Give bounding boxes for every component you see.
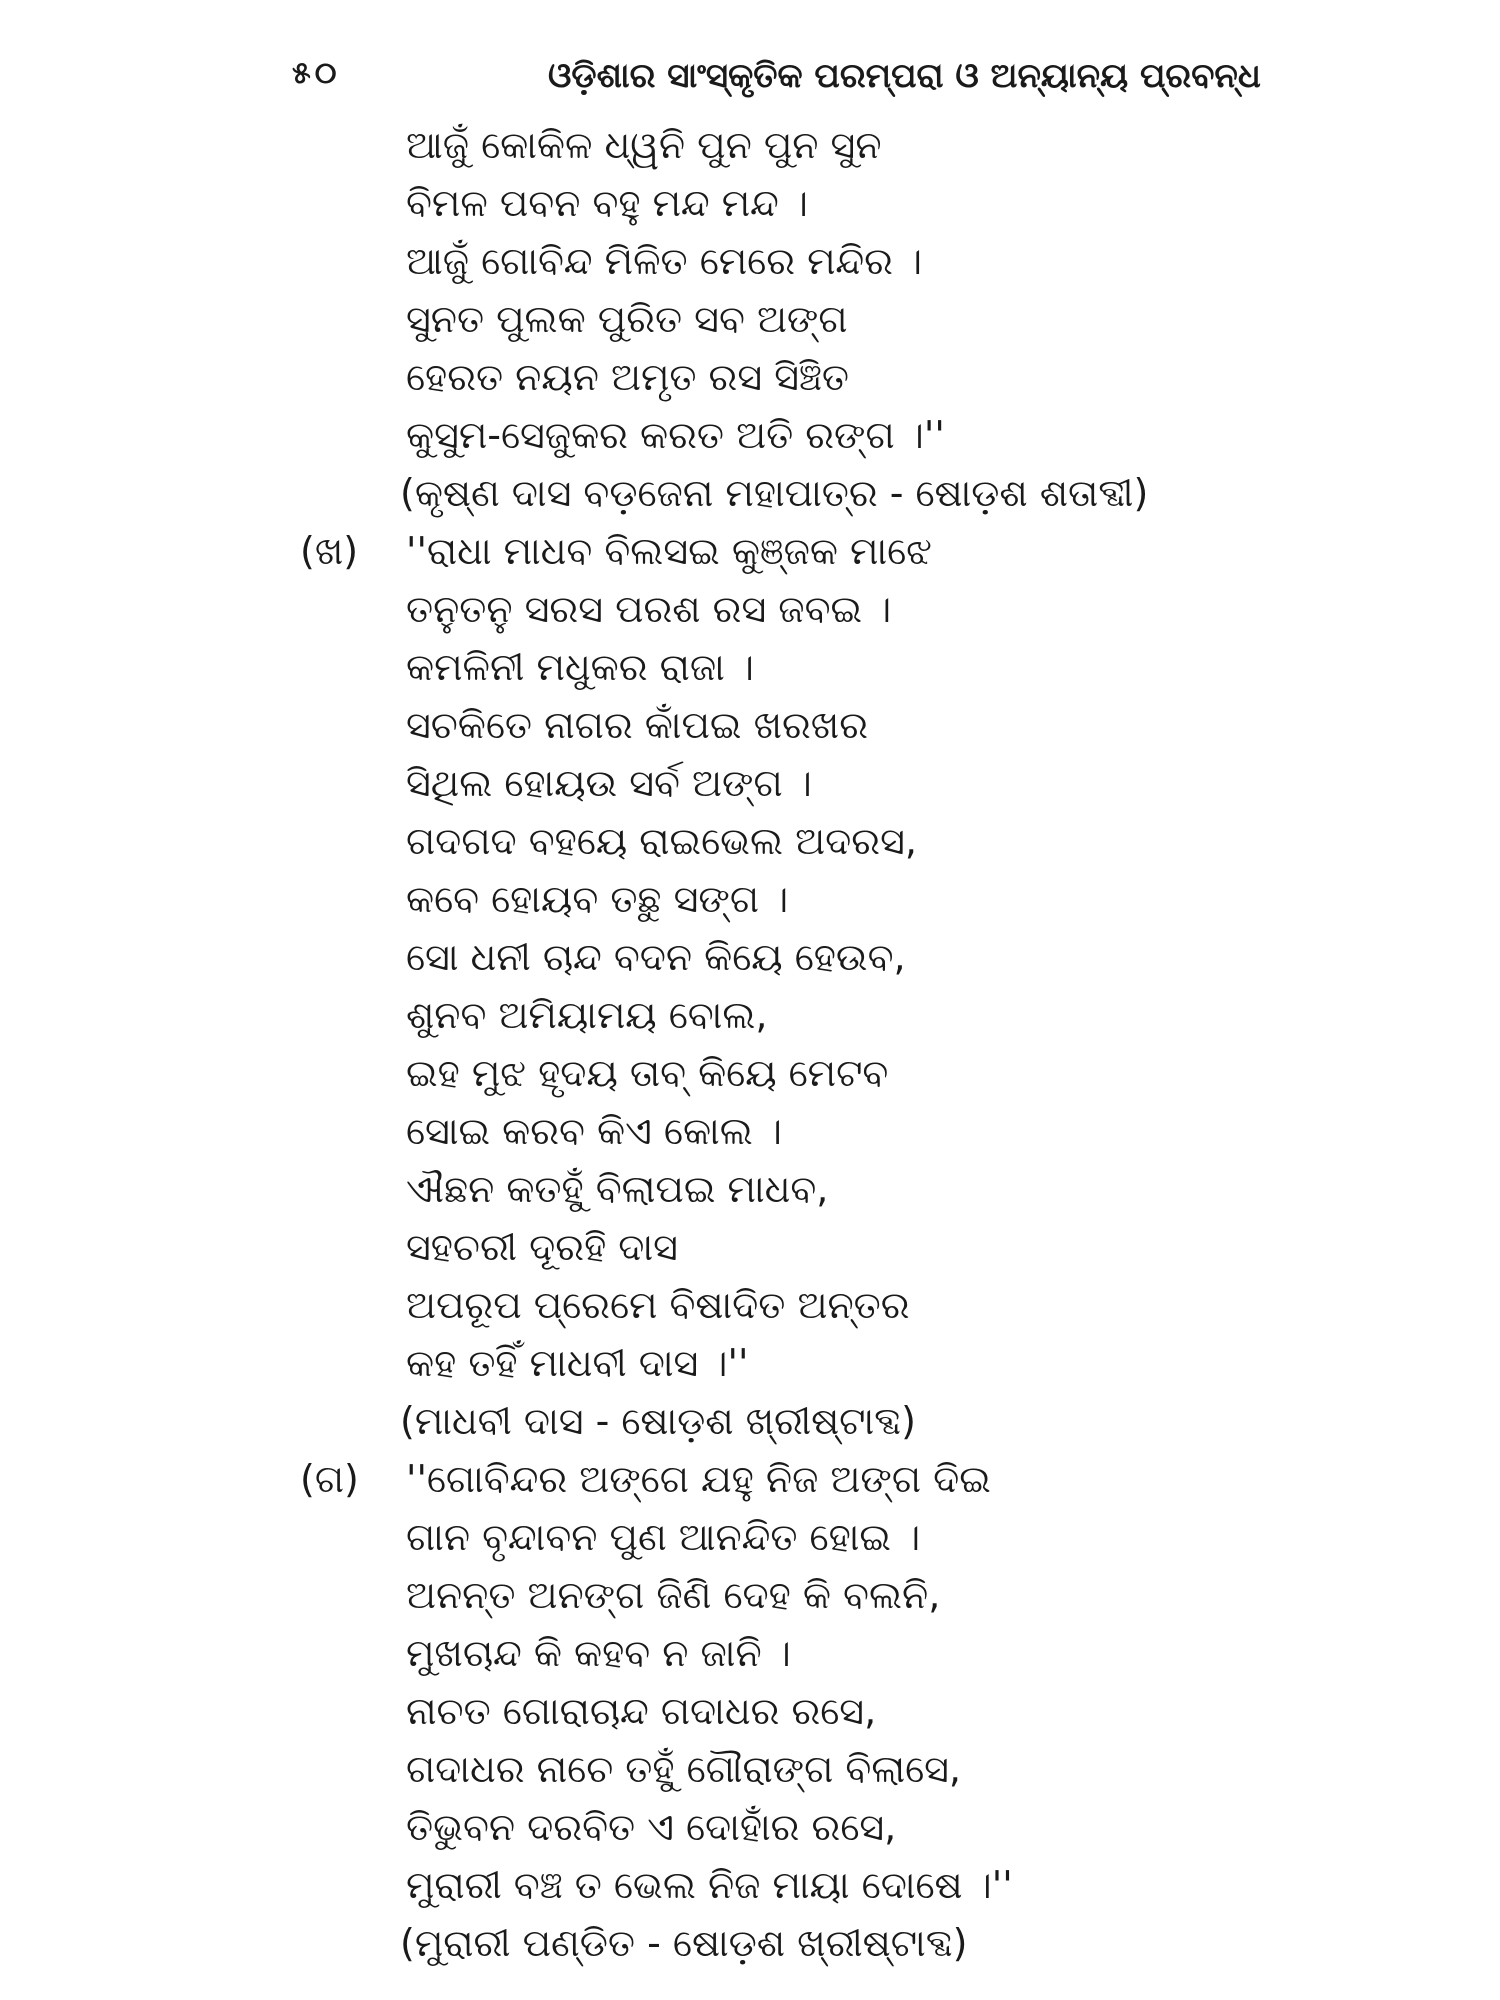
section-marker-kha: (ଖ) — [300, 529, 359, 573]
poem-line: କମଳିନୀ ମଧୁକର ରାଜା । — [406, 645, 754, 689]
poem-line: କହ ତହିଁ ମାଧବୀ ଦାସ ।'' — [406, 1341, 749, 1385]
attribution-line: (କୃଷ୍ଣ ଦାସ ବଡ଼ଜେନା ମହାପାତ୍ର - ଷୋଡ଼ଶ ଶତାବ୍ଦୀ) — [400, 471, 1149, 515]
poem-line: ସୁନତ ପୁଲକ ପୁରିତ ସବ ଅଙ୍ଗ — [406, 297, 848, 341]
poem-line: ତନୁତନୁ ସରସ ପରଶ ରସ ଜବଇ । — [406, 587, 892, 631]
poem-line: ବିମଳ ପବନ ବହୁ ମନ୍ଦ ମନ୍ଦ । — [406, 181, 809, 225]
poem-line: ଅପରୂପ ପ୍ରେମେ ବିଷାଦିତ ଅନ୍ତର — [406, 1283, 910, 1327]
attribution-line: (ମାଧବୀ ଦାସ - ଷୋଡ଼ଶ ଖ୍ରୀଷ୍ଟାବ୍ଦ) — [400, 1399, 916, 1443]
running-title: ଓଡ଼ିଶାର ସାଂସ୍କୃତିକ ପରମ୍ପରା ଓ ଅନ୍ୟାନ୍ୟ ପ୍ରବନ୍ଧ — [548, 56, 1261, 96]
poem-line: ଇହ ମୁଝ ହୃଦୟ ତାବ୍ କିୟେ ମେଟବ — [406, 1051, 889, 1095]
page-number: ୫୦ — [292, 56, 341, 91]
poem-line: ହେରତ ନୟନ ଅମୃତ ରସ ସିଞ୍ଚିତ — [406, 355, 849, 399]
poem-line: ମୁରାରୀ ବଞ୍ଚ ତ ଭେଲ ନିଜ ମାୟା ଦୋଷେ ।'' — [406, 1863, 1013, 1907]
poem-line: ସହଚରୀ ଦୂରହି ଦାସ — [406, 1225, 678, 1269]
poem-line: ଗାନ ବୃନ୍ଦାବନ ପୁଣ ଆନନ୍ଦିତ ହୋଇ । — [406, 1515, 921, 1559]
poem-line: ସଚକିତେ ନାଗର କାଁପଇ ଖରଖର — [406, 703, 869, 747]
poem-line-text: ''ରାଧା ମାଧବ ବିଲସଇ କୁଞ୍ଜକ ମାଝେ — [406, 529, 932, 573]
poem-line: ଗଦଗଦ ବହୟେ ରାଇଭେଲ ଅଦରସ, — [406, 819, 917, 863]
poem-line: ସିଥିଲ ହୋୟଉ ସର୍ବ ଅଙ୍ଗ । — [406, 761, 812, 805]
poem-line: କବେ ହୋୟବ ତଛୁ ସଙ୍ଗ । — [406, 877, 789, 921]
poem-line: ତିଭୁବନ ଦରବିତ ଏ ଦୋହାଁର ରସେ, — [406, 1805, 897, 1849]
poem-line: ଆଜୁଁ କୋକିଳ ଧ୍ୱନି ପୁନ ପୁନ ସୁନ — [406, 123, 882, 167]
section-kha-first-line — [300, 522, 1300, 580]
poem-body — [300, 116, 1300, 1972]
poem-line: ସୋଇ କରବ କିଏ କୋଲ । — [406, 1109, 782, 1153]
section-ga-first-line — [300, 1450, 1300, 1508]
poem-line: କୁସୁମ-ସେଜୁକର କରତ ଅତି ରଙ୍ଗ ।'' — [406, 413, 945, 457]
poem-line: ନାଚତ ଗୋରାଚାନ୍ଦ ଗଦାଧର ରସେ, — [406, 1689, 877, 1733]
poem-line: ଗଦାଧର ନାଚେ ତହୁଁ ଗୌରାଙ୍ଗ ବିଲାସେ, — [406, 1747, 961, 1791]
poem-line: ଶୁନବ ଅମିୟାମୟ ବୋଲ, — [406, 993, 768, 1037]
poem-line: ଅନନ୍ତ ଅନଙ୍ଗ ଜିଣି ଦେହ କି ବଲନି, — [406, 1573, 941, 1617]
poem-line: ମୁଖଚାନ୍ଦ କି କହବ ନ ଜାନି । — [406, 1631, 791, 1675]
section-marker-ga: (ଗ) — [300, 1457, 359, 1501]
poem-line-text: ''ଗୋବିନ୍ଦର ଅଙ୍ଗେ ଯହୁ ନିଜ ଅଙ୍ଗ ଦିଇ — [406, 1457, 991, 1501]
attribution-line: (ମୁରାରୀ ପଣ୍ଡିତ - ଷୋଡ଼ଶ ଖ୍ରୀଷ୍ଟାବ୍ଦ) — [400, 1921, 968, 1965]
poem-line: ସୋ ଧନୀ ଚାନ୍ଦ ବଦନ କିୟେ ହେଉବ, — [406, 935, 906, 979]
poem-line: ଐଛନ କତହୁଁ ବିଲାପଇ ମାଧବ, — [406, 1167, 829, 1211]
poem-line: ଆଜୁଁ ଗୋବିନ୍ଦ ମିଳିତ ମେରେ ମନ୍ଦିର । — [406, 239, 923, 283]
